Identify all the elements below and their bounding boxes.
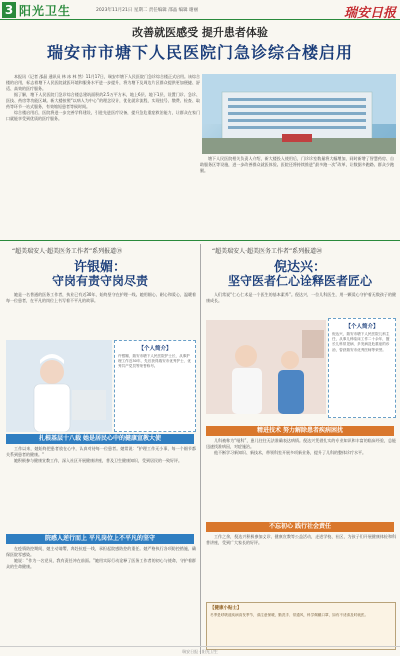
body-paragraph: 在疫情防控期间，她主动请缨，奔赴抗疫一线，承担起院感防控的重任。她严格执行各项防控措施，确保医院零感染。: [6, 546, 196, 557]
body-paragraph: 工作以来，她始终把患者放在心中，认真对待每一位患者。她常说：“护理工作无小事，每一个细节都关系到患者的健康。”: [6, 446, 196, 457]
body-right-1: [206, 438, 396, 520]
body-paragraph: 工作之余，倪达兴积极参加义诊、健康宣教等公益活动，走进学校、社区，为孩子们开展健康体检和科普讲座，受到广大家长的好评。: [206, 534, 396, 545]
page-number: 3: [2, 2, 16, 18]
subhead-left-2: 院感人逆行而上 平凡岗位上不平凡的坚守: [6, 534, 194, 544]
body-paragraph: 她说：“作为一名党员，我有责任冲在前面。”她用实际行动诠释了医务工作者的初心与使命，守护着群众的生命健康。: [6, 558, 196, 569]
newspaper-logo: 瑞安日报: [343, 6, 396, 21]
hospital-building-image: [202, 74, 396, 154]
body-left-1: [6, 446, 196, 532]
body-paragraph: 儿科被称为“哑科”，患儿往往无法准确表达病情。倪达兴凭借扎实的专业知识和丰富的临床经验，总能迅速找准病因，对症施治。: [206, 438, 396, 449]
hospital-building-photo: [202, 74, 396, 154]
nurse-image: [6, 340, 112, 432]
body-right-2: [206, 534, 396, 600]
profile-subtitle-left: 守岗有责守岗尽责: [51, 274, 148, 288]
lead-body-right: [200, 156, 394, 236]
doctor-image: [206, 320, 326, 414]
subhead-right-2: 不忘初心 践行社会责任: [206, 522, 394, 532]
intro-right: [206, 292, 396, 318]
column-divider: [200, 244, 201, 654]
profile-text: 许银媚，瑞安市塘下人民医院护士长，从事护理工作近30年，先后获得瑞安市优秀护士、优秀共产党员等荣誉称号。: [118, 354, 191, 369]
doctor-photo: [206, 320, 326, 414]
profile-text: 倪达兴，瑞安市塘下人民医院儿科主任，从事儿科临床工作二十余年，擅长儿科常见病、多发病及危重症的诊治，曾获瑞安市优秀医师等荣誉。: [332, 332, 390, 352]
series-tag-left: “超美瑞安人·超美医务工作者”系列报道⑲: [12, 248, 123, 255]
body-left-2: [6, 546, 196, 636]
profile-name-right: 倪达兴：: [273, 260, 326, 275]
lead-paragraph: 本报讯（记者 邵晶 通讯员 林 冰 林 然）11月17日，瑞安市塘下人民医院门急诊综合楼正式启用。该综合楼的启用，标志着塘下人民医院就医环境和服务水平进一步提升，将为塘下及周边片区群众提供更加便捷、舒适、高效的医疗服务。: [6, 74, 200, 91]
page-footer: 瑞安日报 · 阳光卫生: [0, 646, 400, 656]
subhead-right-1: 精进技术 努力解除患者疾病困扰: [206, 426, 394, 436]
masthead: [0, 0, 400, 20]
lead-paragraph: 据了解，塘下人民医院门急诊综合楼总建筑面积约2.5万平方米，地上6层、地下1层，设置门诊、急诊、医技、药房等功能区域。新大楼按照“以病人为中心”的理念设计，优化就诊流程，实现挂号、缴费、检查、取药等环节一站式服务，有效缩短患者等候时间。: [6, 92, 200, 109]
health-tips-box: [206, 602, 396, 650]
profile-subtitle-right: 坚守医者仁心诠释医者匠心: [227, 274, 372, 288]
intro-paragraph: 人们常说“仁心仁术是一个医生的基本素养”。倪达兴，一位儿科医生，用一颗爱心守护着无数孩子的健康成长。: [206, 292, 396, 303]
lead-headline: 瑞安市市塘下人民医院门急诊综合楼启用: [46, 43, 353, 62]
intro-paragraph: 她是一名普通的医务工作者，执业已有近30年，始终坚守在护理一线。她用细心、耐心和爱心，温暖着每一位患者，在平凡的岗位上书写着不平凡的故事。: [6, 292, 196, 303]
profile-box-left: [114, 340, 196, 432]
profile-title: 【个人简介】: [345, 324, 379, 330]
profile-name-left: 许银媚：: [73, 260, 126, 275]
profile-title: 【个人简介】: [138, 346, 172, 352]
nurse-photo: [6, 340, 112, 432]
lead-paragraph: 综合楼启用后，医院将进一步完善学科建设，引进先进医疗设备，提升急危重症救治能力，让群众在家门口就能享受到优质的医疗服务。: [6, 110, 200, 121]
issue-meta: 2023年11月21日 星期二 责任编辑 邵晶 编辑 谢丽: [96, 8, 199, 13]
intro-left: [6, 292, 196, 338]
lead-paragraph: 塘下人民医院相关负责人介绍，新大楼投入使用后，门诊诊室数量将大幅增加，同时新增了智慧药房、自助服务区等设施，进一步改善群众就医体验。医院还将持续推进“最多跑一次”改革，让数据多跑路、群众少跑腿。: [200, 156, 394, 173]
tips-text: 冬季是呼吸道疾病高发季节，请注意保暖，勤洗手、常通风，科学佩戴口罩，如有不适请及时就医。: [210, 613, 369, 617]
subhead-left-1: 扎根基层十八载 她是居民心中的健康宣教大使: [6, 434, 194, 444]
series-tag-right: “超美瑞安人·超美医务工作者”系列报道⑳: [212, 248, 323, 255]
lead-body: [6, 74, 200, 234]
section-divider: [0, 240, 400, 241]
body-paragraph: 他不断学习新知识、新技术，带领科室开展多项新业务，提升了儿科的整体诊疗水平。: [214, 450, 366, 455]
profile-box-right: [328, 318, 396, 418]
tips-title: 【健康小贴士】: [210, 606, 242, 611]
section-title: 阳光卫生: [19, 4, 72, 18]
lead-kicker: 改善就医感受 提升患者体验: [132, 26, 268, 39]
body-paragraph: 她积极参与健康宣教工作，深入社区开展健康讲座，普及卫生健康知识，受到居民的一致好评。: [14, 458, 182, 463]
